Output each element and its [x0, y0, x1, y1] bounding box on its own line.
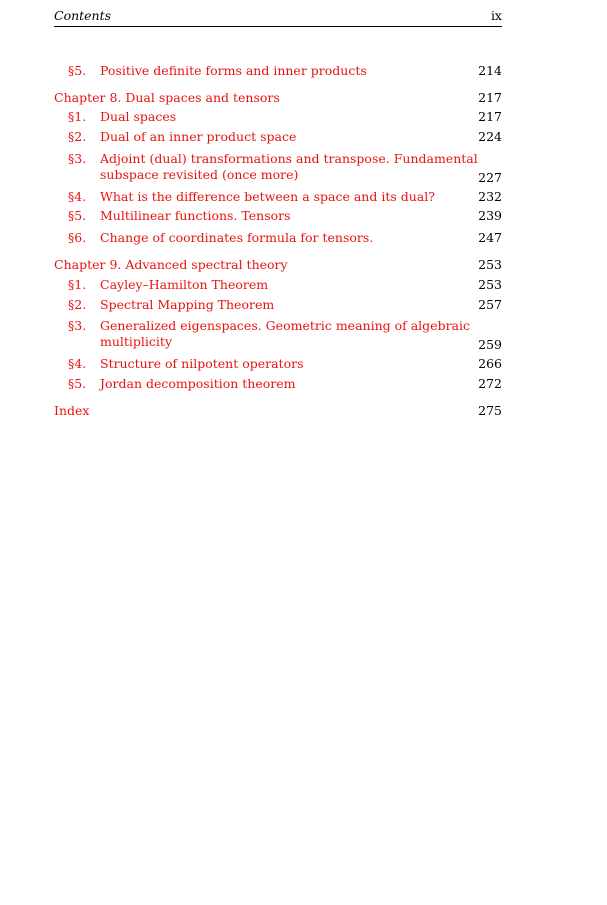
section-number: §2.	[68, 297, 87, 312]
section-number: §5.	[68, 208, 87, 223]
page-number: 239	[478, 208, 502, 223]
page-number: 266	[478, 356, 502, 371]
toc-entry-section[interactable]	[68, 150, 502, 186]
index-link[interactable]: Index	[54, 403, 90, 418]
section-number: §4.	[68, 356, 87, 371]
toc-entry-section[interactable]	[68, 188, 502, 205]
toc-entry-index[interactable]	[54, 402, 502, 419]
section-title-link-line-1[interactable]: Adjoint (dual) transformations and transpose. Fundamental	[100, 151, 478, 166]
page-number: 272	[478, 376, 502, 391]
page-number: 217	[478, 109, 502, 124]
section-title-link[interactable]: Cayley–Hamilton Theorem	[100, 277, 269, 292]
toc-entry-section[interactable]	[68, 207, 502, 224]
page-number: 257	[478, 297, 502, 312]
toc-entry-section[interactable]	[68, 375, 502, 392]
running-head-page-number: ix	[490, 8, 502, 23]
page-number: 275	[478, 403, 502, 418]
toc-entry-section[interactable]	[68, 128, 502, 145]
toc-entry-section[interactable]	[68, 229, 502, 246]
toc-entry-section[interactable]	[68, 317, 502, 353]
running-head-title: Contents	[54, 8, 112, 23]
toc-entry-chapter[interactable]	[54, 89, 502, 106]
toc-entry-section[interactable]	[68, 108, 502, 125]
page-number: 227	[478, 170, 502, 185]
section-title-link-line-2[interactable]: subspace revisited (once more)	[100, 167, 299, 182]
section-number: §6.	[68, 230, 87, 245]
page-number: 224	[478, 129, 502, 144]
section-title-link[interactable]: Structure of nilpotent operators	[100, 356, 304, 371]
section-title-link[interactable]: Change of coordinates formula for tensors.	[100, 230, 374, 245]
page-number: 259	[478, 337, 502, 352]
section-number: §3.	[68, 318, 87, 333]
section-title-link[interactable]: Dual spaces	[100, 109, 177, 124]
page-number: 247	[478, 230, 502, 245]
page-number: 217	[478, 90, 502, 105]
section-number: §2.	[68, 129, 87, 144]
section-title-link[interactable]: Spectral Mapping Theorem	[100, 297, 275, 312]
section-number: §5.	[68, 376, 87, 391]
section-title-link-line-1[interactable]: Generalized eigenspaces. Geometric meaning of algebraic	[100, 318, 470, 333]
section-title-link[interactable]: Positive definite forms and inner products	[100, 63, 367, 78]
section-title-link[interactable]: Dual of an inner product space	[100, 129, 297, 144]
section-number: §1.	[68, 277, 87, 292]
toc-entry-section[interactable]	[68, 62, 502, 79]
toc-entry-section[interactable]	[68, 355, 502, 372]
section-title-link-line-2[interactable]: multiplicity	[100, 334, 173, 349]
section-number: §5.	[68, 63, 87, 78]
section-number: §3.	[68, 151, 87, 166]
page-number: 232	[478, 189, 502, 204]
section-number: §1.	[68, 109, 87, 124]
toc-entry-section[interactable]	[68, 276, 502, 293]
section-title-link[interactable]: Jordan decomposition theorem	[100, 376, 296, 391]
page-number: 214	[478, 63, 502, 78]
section-title-link[interactable]: Multilinear functions. Tensors	[100, 208, 291, 223]
page-number: 253	[478, 257, 502, 272]
chapter-title-link[interactable]: Chapter 9. Advanced spectral theory	[54, 257, 288, 272]
section-number: §4.	[68, 189, 87, 204]
chapter-title-link[interactable]: Chapter 8. Dual spaces and tensors	[54, 90, 280, 105]
page-number: 253	[478, 277, 502, 292]
toc-entry-chapter[interactable]	[54, 256, 502, 273]
toc-entry-section[interactable]	[68, 296, 502, 313]
section-title-link[interactable]: What is the difference between a space and its dual?	[100, 189, 435, 204]
